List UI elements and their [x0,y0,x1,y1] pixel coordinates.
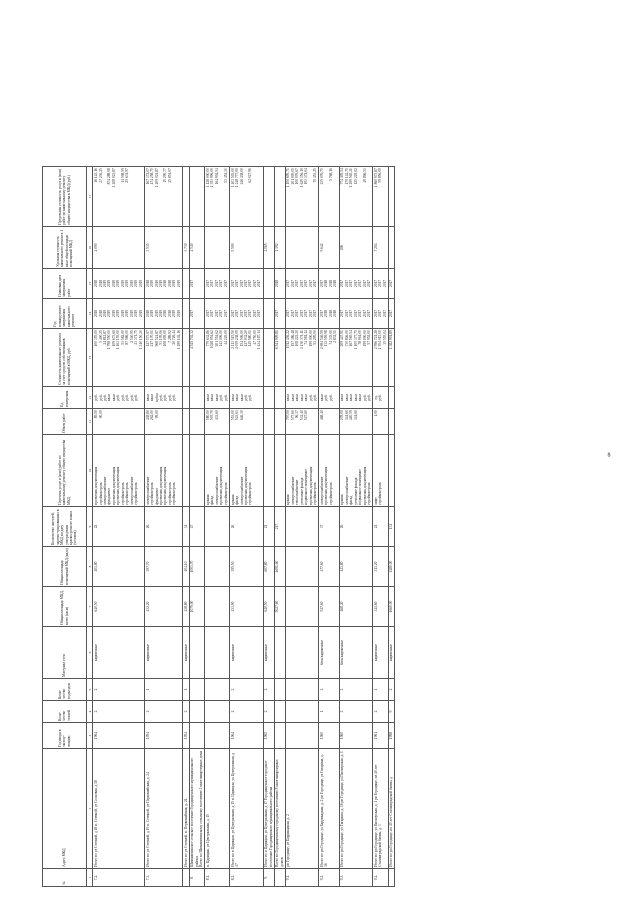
unit-cost-cell: 5 642 [319,227,339,269]
year-cell [189,723,205,749]
row-number [388,869,395,887]
column-number: 12 [87,387,93,409]
works-list-cell [183,435,190,507]
header-cell: Предельная стоимость услуг и (или) работ по капитальному ремонту общего имущества в МКД (руб.) [43,167,87,227]
wall-material-cell [205,627,230,679]
unit-cost-cell [388,227,395,269]
entrances-cell: 2 [263,679,274,701]
address-cell: рп Городище, ул Баррикадная, д. 2 [285,749,319,869]
row-number: 9.4. [373,869,389,887]
cost-cell: 2 596 721,28 1 554 015,00 35 555,04 [373,329,389,387]
floors-cell: 9 [388,701,395,723]
address-cell: Итого по рп Городище, ул Баррикадная, д. 2 рп Городище, ул Гагарина, д. 16 [319,749,339,869]
residents-cell: 24 [373,507,389,547]
column-number: 15 [87,269,93,299]
cost-cell [183,329,190,387]
volume-cell: 438,80 262,00 99,00 [144,409,182,435]
address-cell: Итого по рп Городище, ул Пионерская, д. 1 рп Городище, пл 40 лет Сталинградской битвы, д. 3 [373,749,389,869]
table-row [339,167,373,887]
cost-cell: 779 632,86 1028 054,62 201 554,62 143 006,00 44 245,00 [205,329,230,387]
wall-material-cell: кирпичные [373,627,389,679]
completion-date-cell: 2017 2017 2017 [373,269,389,299]
column-number: 1 [87,869,93,887]
column-number: 17 [87,167,93,227]
unit-cost-cell: 1 192 [274,227,285,269]
row-number: 9.2. [319,869,339,887]
premises-area-cell [285,547,319,587]
table-row [285,167,319,887]
row-number: 8.1. [205,869,230,887]
limit-cost-cell [263,167,274,227]
year-cell: 1960 [319,723,339,749]
completion-date-cell: 2017 2017 2017 2017 2017 2017 2017 [339,269,373,299]
header-cell: Перечень услуг и (или) работ по капитальному ремонту общего имущества МКД [43,435,87,507]
table-row [189,167,205,887]
total-area-cell: 438,80 [183,587,190,627]
completion-date-cell [183,269,190,299]
works-list-cell: электроснабжение проектная документация стройконтроль [319,435,339,507]
completion-year-cell: 2017 2017 2017 2017 2017 [205,299,230,329]
limit-cost-cell: 16 143,16 27 236,25 874 288,08 1 208 023,87 11 508,59 25 631,97 [93,167,145,227]
column-number: 2 [87,749,93,869]
entrances-cell: 1 [373,679,389,701]
address-cell: п. Царицын, ул Центральная, д. 15 [205,749,230,869]
completion-year-cell: 2017 2018 2018 2018 [319,299,339,329]
wall-material-cell [274,627,285,679]
unit-cell [183,387,190,409]
table-row [263,167,274,887]
header-cell: № [43,869,87,887]
works-list-cell: крыша фасад электроснабжение проектная документация стройконтроль [229,435,263,507]
cost-cell: 6 541 909,81 [274,329,285,387]
wall-material-cell: кирпичные [388,627,395,679]
residents-cell: 26 [339,507,373,547]
floors-cell: 2 [144,701,182,723]
floors-cell [189,701,205,723]
table-row [229,167,263,887]
address-cell: Шиманихинское сельское поселение Городищенского муниципального района Всего по Шиманихинскому сельскому поселению 2 многоквартирных дома [189,749,205,869]
premises-area-cell: 1003,70 [189,547,205,587]
address-cell: Итого по ул Степной, д 19 п. Степной, ул Первомайская, д. 24 [144,749,182,869]
repair-plan-table [42,166,395,887]
row-number: 7.2. [93,869,145,887]
wall-material-cell: блок/кирпичные [319,627,339,679]
limit-cost-cell [388,167,395,227]
volume-cell: 1,00 [373,409,389,435]
completion-year-cell: 2017 [388,299,395,329]
header-cell: Удельная стоимость капитального ремонта 1 кв.м общей площади помещений МКД [43,227,87,269]
works-list-cell: лифт стройконтроль [373,435,389,507]
column-number: 7 [87,587,93,627]
unit-cell: кв.м руб. руб. [319,387,339,409]
wall-material-cell: кирпичные [263,627,274,679]
residents-cell: 26 [144,507,182,547]
header-cell: Объем работ [43,409,87,435]
limit-cost-cell [189,167,205,227]
header-cell: Общая площадь помещений МКД (кв.м) [43,547,87,587]
address-cell: Всего по Городищенскому городскому поселению 8 многоквартирных домов [274,749,285,869]
year-cell [274,723,285,749]
entrances-cell [274,679,285,701]
premises-area-cell: 313,20 [373,547,389,587]
residents-cell: 217 [274,507,285,547]
year-cell: 1964 [229,723,263,749]
table-row [274,167,285,887]
limit-cost-cell: 167 374,07 474 258,75 1 209 021,87 15 290,77 25 851,07 [144,167,182,227]
header-cell: Коли-чество этажей [43,701,87,723]
entrances-cell [205,679,230,701]
unit-cell: кв.м кв.м кв.м кв.м кв.м руб. руб. [285,387,319,409]
unit-cost-cell [285,227,319,269]
year-cell: 1964 [93,723,145,749]
floors-cell: 2 [263,701,274,723]
completion-year-cell: 2017 2017 2017 [373,299,389,329]
premises-area-cell: 1480,00 [388,547,395,587]
limit-cost-cell: 1 403 503,00 1 248 777,00 246 438,00 62 027,96 [229,167,263,227]
completion-date-cell: 2018 [274,269,285,299]
volume-cell [274,409,285,435]
column-number: 10 [87,435,93,507]
total-area-cell [285,587,319,627]
works-list-cell [274,435,285,507]
total-area-cell: 1660,00 [388,587,395,627]
wall-material-cell: кирпичные [229,627,263,679]
unit-cell [263,387,274,409]
entrances-cell: 2 [319,679,339,701]
year-cell: 1960 [339,723,373,749]
floors-cell: 1 [319,701,339,723]
unit-cell: ед. руб. [373,387,389,409]
works-list-cell: крыша электроснабжение теплоснабжение утепление фасада подвальное помещение проектная документация стройконтроль [285,435,319,507]
works-list-cell: крыша электроснабжение фасад утепление фасада подвальное помещение проектная документация стройконтроль [339,435,373,507]
volume-cell: 85,50 90,00 [93,409,145,435]
limit-cost-cell [183,167,190,227]
header-cell: Ед. измерения [43,387,87,409]
total-area-cell: 527,60 [319,587,339,627]
floors-cell [205,701,230,723]
address-cell: Итого по п Царицын, ул Центральная, д 17 Городищенское городское поселение Городищенского муниципального района [263,749,274,869]
entrances-cell: 1 [183,679,190,701]
volume-cell: 797,00 577,60 96,37 532,40 527,60 [285,409,319,435]
completion-date-cell: 2018 2019 2019 2019 2018 2018 2019 2019 [144,269,182,299]
address-cell: Итого по ул Степной, д 18 п. Степной, ул Сосновая, д 18 [93,749,145,869]
premises-area-cell: 4691,60 [274,547,285,587]
table-row [144,167,182,887]
unit-cost-cell: 496 [339,227,373,269]
residents-cell: 22 [93,507,145,547]
cost-cell: 209 447,91 730 846,00 167 565,54 1 105 377,75 78 061,00 199 000,00 57 952,00 [339,329,373,387]
completion-year-cell: 2017 [189,299,205,329]
wall-material-cell: блок/кирпичные [339,627,373,679]
row-number: 8. [189,869,205,887]
residents-cell: 37 [319,507,339,547]
header-cell: Материал стен [43,627,87,679]
completion-year-cell: 2017 [274,299,285,329]
limit-cost-cell: 774 405,54 170 142,75 1 299 565,21 125 229,02 49 896,53 [339,167,373,227]
wall-material-cell [285,627,319,679]
residents-cell: 131 [388,507,395,547]
table-row [183,167,190,887]
unit-cell: кв.м кв.м кв.м кв.м кв.м руб. руб. [339,387,373,409]
entrances-cell: 2 [93,679,145,701]
floors-cell [285,701,319,723]
works-list-cell: проектная документация стройконтроль электроснабжение фундамент проектная документация проектная документация стройконтроль стройконтроль электроснабжение стройконтроль [93,435,145,507]
row-number [183,869,190,887]
table-row [93,167,145,887]
year-cell: 1965 [263,723,274,749]
total-area-cell: 433,90 [229,587,263,627]
volume-cell: 278,00 341,60 420,59 341,60 [339,409,373,435]
volume-cell [263,409,274,435]
residents-cell [205,507,230,547]
table-row [373,167,389,887]
header-cell: Год ввода в эксплу-атацию [43,723,87,749]
residents-cell: 34 [183,507,190,547]
address-cell: Итого по п Царицын, ул Центральная, д 15 п. Царицын, ул Центральная, д 17 [229,749,263,869]
header-cell: Адрес МКД [43,749,87,869]
cost-cell: 1 382 991,89 [388,329,395,387]
premises-area-cell: 423,80 [339,547,373,587]
year-cell [285,723,319,749]
entrances-cell [285,679,319,701]
total-area-cell: 1079,00 [189,587,205,627]
completion-date-cell: 2017 2017 2017 2017 2017 2017 2017 [229,269,263,299]
unit-cost-cell [205,227,230,269]
completion-date-cell: 2018 2018 2019 2019 2019 2019 2019 2019 2019 2019 2019 [93,269,145,299]
unit-cell: кв.м кв.м куб.м руб. руб. руб. руб. [144,387,182,409]
cost-cell: 100 355,00 5 400,25 24 812,87 1 798 550,00 109 673,60 1 163 155,00 53 582,00 87 586,00 2 540,95 23 371,75 1 310 150,20 [93,329,145,387]
unit-cost-cell: 4 090 [93,227,145,269]
total-area-cell: 341,60 [373,587,389,627]
row-number [274,869,285,887]
completion-year-cell [183,299,190,329]
total-area-cell: 640,50 [263,587,274,627]
residents-cell [285,507,319,547]
volume-cell: 468,40 [319,409,339,435]
column-number: 5 [87,679,93,701]
table-row [388,167,395,887]
unit-cell [388,387,395,409]
completion-year-cell: 2017 2017 2017 2017 2017 2017 2017 [229,299,263,329]
unit-cell: кв.м кв.м кв.м руб. руб. [229,387,263,409]
column-number: 13 [87,329,93,387]
completion-date-cell: 2017 2018 2018 2018 [319,269,339,299]
residents-cell: 47 [189,507,205,547]
table-row [205,167,230,887]
address-cell: Итого по рп Городище, пл 40 лет Сталинградской битвы, д [388,749,395,869]
volume-cell [183,409,190,435]
row-number: 9.3. [339,869,373,887]
floors-cell: 2 [373,701,389,723]
column-number: 14 [87,299,93,329]
completion-year-cell: 2018 2019 2019 2019 2018 2018 2019 2019 [144,299,182,329]
wall-material-cell [189,627,205,679]
address-cell: Итого по рп Городище, ул Гагарина, д. 16 рп Городище, ул Пионерская, д. 1 [339,749,373,869]
total-area-cell: 432,20 [144,587,182,627]
total-area-cell: 5027,60 [274,587,285,627]
premises-area-cell: 477,60 [319,547,339,587]
residents-cell: 21 [263,507,274,547]
completion-year-cell: 2018 2018 2019 2019 2019 2019 2019 2019 2019 2019 2019 [93,299,145,329]
limit-cost-cell: 1 128 000,00 1 393 996,00 164 904,54 53 452,31 [205,167,230,227]
unit-cell: кв.м кв.м кв.м руб. руб. [205,387,230,409]
completion-year-cell: 2017 2017 2017 2017 2017 2017 2017 [285,299,319,329]
column-number: 4 [87,701,93,723]
header-cell: Общая площадь МКД, всего (кв.м) [43,587,87,627]
floors-cell: 2 [229,701,263,723]
unit-cell [274,387,285,409]
address-cell: Итого по ул Степной, п. Первомайская, д. 24 [183,749,190,869]
completion-year-cell [263,299,274,329]
row-number: 7.3. [144,869,182,887]
volume-cell [388,409,395,435]
table-body [93,167,395,887]
premises-area-cell: 401,80 [93,547,145,587]
header-row [43,167,87,887]
completion-date-cell: 2017 2017 2017 2017 2017 2017 2017 [285,269,319,299]
floors-cell: 2 [183,701,190,723]
year-cell: 1998 [388,723,395,749]
unit-cost-cell: 3 535 [144,227,182,269]
cost-cell: 4 545 702,32 [189,329,205,387]
floors-cell: 2 [93,701,145,723]
works-list-cell [388,435,395,507]
unit-cost-cell: 3 730 [183,227,190,269]
cost-cell: 2 694 546,59 132 559,98 74 335,00 2 832,51 [319,329,339,387]
cost-cell: 2 113 515,50 4 039 238,09 154 506,00 127 032,20 145 580,01 47 750,00 1 434 187,14 [229,329,263,387]
residents-cell: 26 [229,507,263,547]
wall-material-cell: кирпичные [93,627,145,679]
entrances-cell: 1 [144,679,182,701]
premises-area-cell: 404,10 [183,547,190,587]
premises-area-cell: 607,80 [263,547,274,587]
completion-date-cell [263,269,274,299]
cost-cell: 1012 436,22 157 386,48 108 222,20 1 130 371,11 74 581,14 199 000,00 53 295,00 [285,329,319,387]
completion-date-cell: 2017 [388,269,395,299]
unit-cell: руб. руб. руб. кв.м кв.м руб. руб. руб. руб. руб. [93,387,145,409]
premises-area-cell: 397,70 [144,547,182,587]
page-number: 8 [607,452,611,459]
works-list-cell: электроснабжение стройконтроль фундамент проектная документация проектная документация стройконтроль стройконтроль [144,435,182,507]
volume-cell: 553,00 523,63 646,30 [229,409,263,435]
works-list-cell: крыша фасад электроснабжение проектная документация стройконтроль [205,435,230,507]
header-cell: Коли-чество подъездов [43,679,87,701]
column-number: 16 [87,227,93,269]
completion-year-cell: 2017 2017 2017 2017 2017 2017 2017 [339,299,373,329]
premises-area-cell: 395,50 [229,547,263,587]
year-cell: 1954 [183,723,190,749]
limit-cost-cell [274,167,285,227]
cost-cell: 127 573,97 217 170,01 968 521,87 53 195,06 108 005,00 7 289,92 20 726,44 1 499 102,16 [144,329,182,387]
limit-cost-cell: 235 076,75 5 768,16 [319,167,339,227]
year-cell [205,723,230,749]
total-area-cell [205,587,230,627]
table-row [319,167,339,887]
unit-cost-cell: 7 204 [373,227,389,269]
header-cell: Количество жителей, зарегис-трированных в МКД на дату утверждения краткосрочного плана (человек) [43,507,87,547]
unit-cost-cell: 5 590 [229,227,263,269]
unit-cost-cell: 4 540 [189,227,205,269]
header-cell: Год планируемого завершения капитального ремонта [43,299,87,329]
limit-cost-cell: 1 100 695,71 201 005,05 100 976,67 1 629 356,10 193 371,04 70 453,25 [285,167,319,227]
unit-cost-cell: 4 065 [263,227,274,269]
header-cell: Стоимость капитального ремонта за счет средств собственников помещений в МКД, руб. [43,329,87,387]
entrances-cell: 2 [229,679,263,701]
column-number: 6 [87,627,93,679]
row-number: 9.1. [285,869,319,887]
floors-cell: 2 [339,701,373,723]
volume-cell [189,409,205,435]
column-number: 8 [87,547,93,587]
limit-cost-cell: 1 860 973,87 59 856,00 [373,167,389,227]
column-number: 3 [87,723,93,749]
column-number: 9 [87,507,93,547]
entrances-cell [189,679,205,701]
completion-date-cell: 2017 [189,269,205,299]
works-list-cell [263,435,274,507]
total-area-cell: 640,50 [93,587,145,627]
column-number: 11 [87,409,93,435]
year-cell: 1954 [144,723,182,749]
floors-cell [274,701,285,723]
premises-area-cell [205,547,230,587]
entrances-cell: 2 [388,679,395,701]
completion-date-cell: 2017 2017 2017 2017 2017 [205,269,230,299]
volume-cell: 580,00 507,70 433,60 [205,409,230,435]
wall-material-cell: кирпичные [144,627,182,679]
total-area-cell: 468,40 [339,587,373,627]
wall-material-cell: кирпичные [183,627,190,679]
row-number: 8.2. [229,869,263,887]
works-list-cell [189,435,205,507]
cost-cell [263,329,274,387]
unit-cell [189,387,205,409]
entrances-cell: 2 [339,679,373,701]
year-cell: 1961 [373,723,389,749]
header-cell: Плановая дата завершения работ [43,269,87,299]
row-number: 9. [263,869,274,887]
